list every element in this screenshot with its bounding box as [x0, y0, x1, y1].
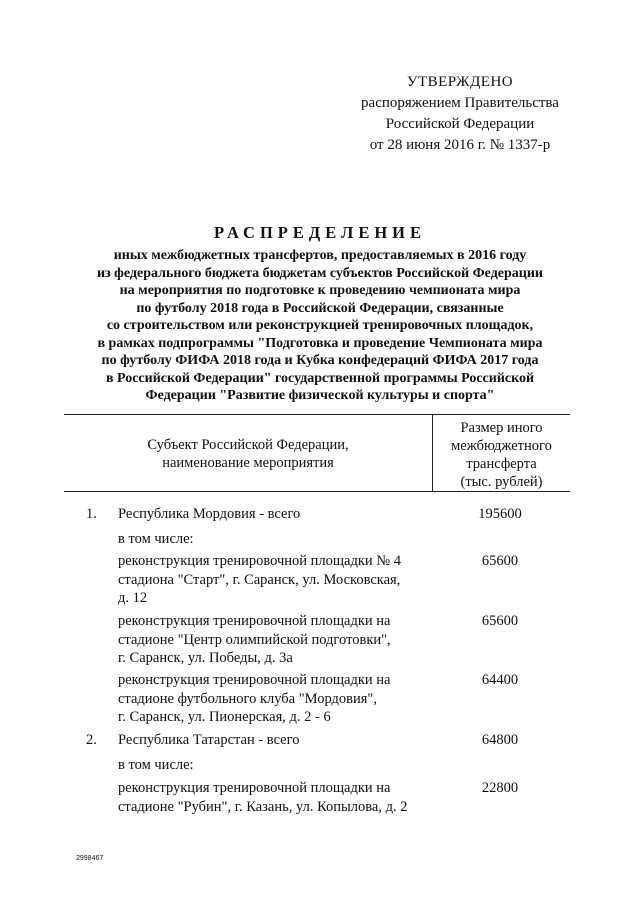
row-amount: 65600: [481, 553, 519, 569]
row-text-line: стадионе футбольного клуба "Мордовия",: [118, 690, 377, 707]
row-text: [118, 671, 418, 727]
row-text-line: реконструкция тренировочной площадки № 4: [118, 553, 402, 569]
approval-line: распоряжением Правительства: [361, 95, 559, 111]
approval-block: [330, 72, 590, 156]
row-text-line: в том числе:: [118, 531, 194, 547]
row-amount: 64400: [481, 672, 519, 688]
subtitle-line: Федерации "Развитие физической культуры и спорта": [145, 388, 495, 403]
subtitle-line: по футболу ФИФА 2018 года и Кубка конфедераций ФИФА 2017 года: [101, 353, 539, 368]
header-subject-line: Субъект Российской Федерации,: [147, 437, 349, 453]
row-text: [118, 530, 418, 549]
approval-line: Российской Федерации: [385, 116, 535, 132]
row-text: [118, 552, 418, 608]
row-text-line: стадионе "Центр олимпийской подготовки",: [118, 631, 391, 648]
table-header: [64, 414, 570, 492]
header-amount-line: Размер иного: [460, 420, 543, 436]
row-text-line: в том числе:: [118, 757, 194, 773]
document-code: 2998467: [76, 855, 104, 862]
row-number: 2.: [86, 732, 97, 748]
row-amount: 22800: [481, 780, 519, 796]
row-text-line: стадиона "Старт", г. Саранск, ул. Московская,: [118, 571, 401, 588]
document-subtitle: [40, 247, 600, 405]
row-text: [118, 505, 418, 524]
subtitle-line: в Российской Федерации" государственной программы Российской: [105, 370, 535, 386]
row-amount: 195600: [478, 506, 522, 522]
row-text-line: г. Саранск, ул. Пионерская, д. 2 - 6: [118, 709, 331, 725]
row-text: [118, 756, 418, 775]
header-amount-line: трансферта: [466, 456, 537, 472]
row-text-line: Республика Татарстан - всего: [118, 732, 300, 748]
row-text-line: Республика Мордовия - всего: [118, 506, 301, 522]
row-text-line: г. Саранск, ул. Победы, д. 3а: [118, 650, 293, 666]
subtitle-line: иных межбюджетных трансфертов, предоставляемых в 2016 году: [113, 248, 527, 263]
header-amount: [433, 419, 570, 491]
approval-title: УТВЕРЖДЕНО: [406, 74, 514, 90]
row-text: [118, 731, 418, 750]
header-subject-line: наименование мероприятия: [162, 455, 334, 471]
row-number: 1.: [86, 506, 97, 522]
approval-date: от 28 июня 2016 г. № 1337-р: [369, 137, 551, 153]
header-subject: [64, 436, 432, 472]
row-text-line: реконструкция тренировочной площадки на: [118, 672, 391, 688]
header-amount-line: межбюджетного: [451, 438, 552, 454]
row-amount: 64800: [481, 732, 519, 748]
row-amount: 65600: [481, 613, 519, 629]
subtitle-line: по футболу 2018 года в Российской Федерации, связанные: [136, 300, 504, 316]
row-text-line: реконструкция тренировочной площадки на: [118, 613, 391, 629]
subtitle-line: на мероприятия по подготовке к проведению чемпионата мира: [119, 283, 521, 298]
document-heading: РАСПРЕДЕЛЕНИЕ: [213, 223, 426, 242]
row-text: [118, 779, 423, 816]
subtitle-line: в рамках подпрограммы "Подготовка и проведение Чемпионата мира: [97, 335, 543, 351]
header-amount-line: (тыс. рублей): [460, 474, 543, 490]
row-text-line: реконструкция тренировочной площадки на: [118, 780, 391, 796]
subtitle-line: со строительством или реконструкцией тренировочных площадок,: [106, 318, 534, 333]
subtitle-line: из федерального бюджета бюджетам субъектов Российской Федерации: [96, 265, 543, 281]
row-text: [118, 612, 418, 668]
row-text-line: д. 12: [118, 590, 148, 606]
row-text-line: стадионе "Рубин", г. Казань, ул. Копылова, д. 2: [118, 798, 408, 815]
